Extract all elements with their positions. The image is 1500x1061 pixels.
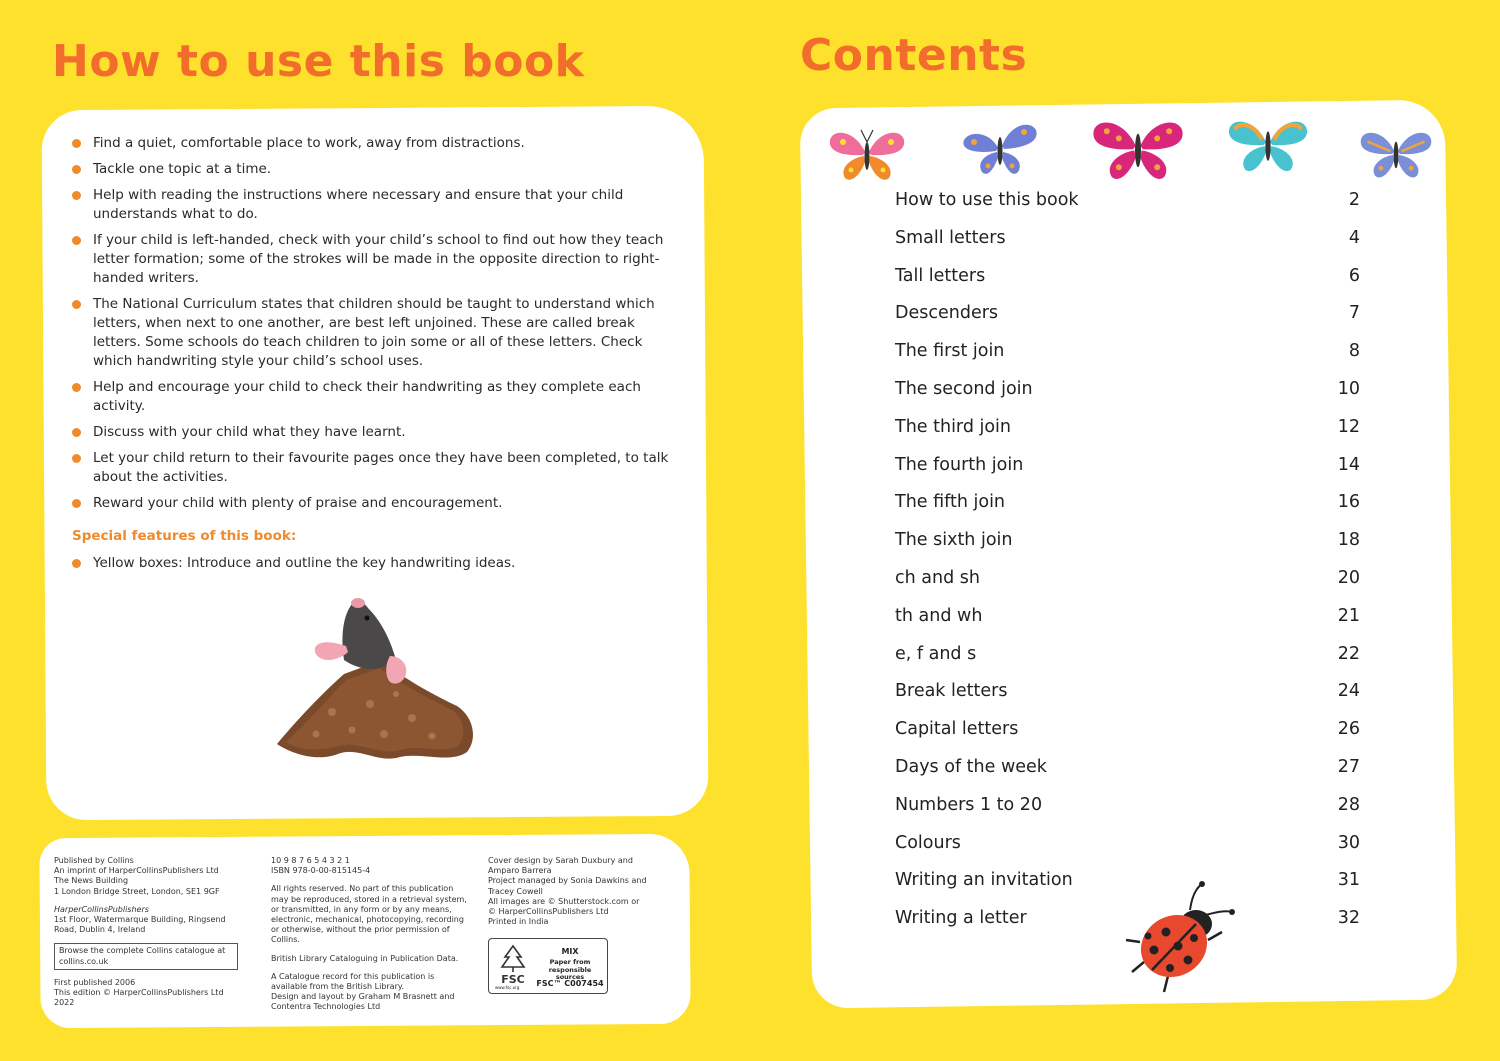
contents-item[interactable]: e, f and s 22 (895, 643, 1360, 664)
butterfly-icon (1090, 112, 1186, 184)
contents-item[interactable]: Break letters 24 (895, 681, 1360, 702)
contents-item[interactable]: The second join 10 (895, 378, 1360, 399)
list-item: Reward your child with plenty of praise and encouragement. (72, 494, 672, 513)
butterfly-icon (826, 124, 908, 184)
ladybird-icon (1118, 880, 1236, 998)
special-features-heading: Special features of this book: (72, 528, 297, 544)
contents-item[interactable]: Writing a letter 32 (895, 908, 1360, 929)
how-to-use-title: How to use this book (52, 36, 585, 87)
bullet-dot-icon (72, 300, 81, 309)
contents-title: Contents (800, 30, 1028, 81)
contents-item[interactable]: The first join 8 (895, 341, 1360, 362)
contents-item[interactable]: Days of the week 27 (895, 756, 1360, 777)
list-item: Discuss with your child what they have learnt. (72, 423, 672, 442)
contents-item[interactable]: th and wh 21 (895, 605, 1360, 626)
publishing-column-1: Published by Collins An imprint of HarperCollinsPublishers Ltd The News Building 1 London Bridge Street, London, SE1 9GF HarperCollinsPublishers 1st Floor, Watermarque Building, Ringsend Road, Dublin 4, Ireland Browse the complete Collins catalogue at collins.co.uk First published 2006 This edition © HarperCollinsPublishers Ltd 2022 (54, 856, 244, 1008)
contents-item[interactable]: Colours 30 (895, 832, 1360, 853)
contents-item[interactable]: The sixth join 18 (895, 530, 1360, 551)
publishing-column-2: 10 9 8 7 6 5 4 3 2 1 ISBN 978-0-00-815145-4 All rights reserved. No part of this publication may be reproduced, stored in a retrieval system, or transmitted, in any form or by any means, electronic, mechanical, photocopying, recording or otherwise, without the prior permission of Collins. British Library Cataloguing in Publication Data. A Catalogue record for this publication is available from the British Library. Design and layout by Graham M Brasnett and Contentra Technologies Ltd (271, 856, 467, 1012)
bullet-dot-icon (72, 236, 81, 245)
bullet-dot-icon (72, 428, 81, 437)
bullet-dot-icon (72, 499, 81, 508)
list-item: Yellow boxes: Introduce and outline the key handwriting ideas. (72, 554, 672, 573)
contents-item[interactable]: Writing an invitation 31 (895, 870, 1360, 891)
contents-item[interactable]: ch and sh 20 (895, 567, 1360, 588)
contents-item[interactable]: Numbers 1 to 20 28 (895, 794, 1360, 815)
list-item: Help with reading the instructions where necessary and ensure that your child understands what to do. (72, 186, 672, 224)
butterfly-icon (1358, 122, 1434, 184)
bullet-dot-icon (72, 383, 81, 392)
fsc-badge: FSC www.fsc.org MIX Paper from responsible sources FSC™ C007454 (488, 938, 608, 994)
contents-item[interactable]: The fifth join 16 (895, 492, 1360, 513)
butterfly-icon (1226, 112, 1310, 176)
bullet-dot-icon (72, 165, 81, 174)
list-item: The National Curriculum states that children should be taught to understand which letters, when next to one another, are best left unjoined. These are called break letters. Some schools do teach children to join some or all of these letters. Check which handwriting style your child’s school uses. (72, 295, 672, 371)
publishing-column-3: Cover design by Sarah Duxbury and Amparo Barrera Project managed by Sonia Dawkins and Tracey Cowell All images are © Shutterstock.com or © HarperCollinsPublishers Ltd Printed in India (488, 856, 647, 927)
bullet-dot-icon (72, 454, 81, 463)
special-features-list (72, 554, 672, 580)
list-item: If your child is left-handed, check with your child’s school to find out how they teach letter formation; some of the strokes will be made in the opposite direction to right-handed writers. (72, 231, 672, 288)
butterfly-icon (960, 118, 1040, 178)
contents-list (895, 190, 1360, 946)
list-item: Help and encourage your child to check their handwriting as they complete each activity. (72, 378, 672, 416)
fsc-tree-icon (493, 943, 533, 989)
list-item: Find a quiet, comfortable place to work, away from distractions. (72, 134, 672, 153)
catalogue-box: Browse the complete Collins catalogue at collins.co.uk (54, 943, 238, 969)
contents-item[interactable]: Descenders 7 (895, 303, 1360, 324)
contents-item[interactable]: Capital letters 26 (895, 719, 1360, 740)
contents-item[interactable]: The fourth join 14 (895, 454, 1360, 475)
contents-item[interactable]: Small letters 4 (895, 227, 1360, 248)
contents-item[interactable]: Tall letters 6 (895, 265, 1360, 286)
svg-text:FSC: FSC (501, 973, 525, 986)
contents-item[interactable]: The third join 12 (895, 416, 1360, 437)
bullet-dot-icon (72, 139, 81, 148)
bullet-dot-icon (72, 559, 81, 568)
contents-item[interactable]: How to use this book 2 (895, 190, 1360, 210)
list-item: Tackle one topic at a time. (72, 160, 672, 179)
how-to-use-list (72, 134, 672, 520)
bullet-dot-icon (72, 191, 81, 200)
list-item: Let your child return to their favourite pages once they have been completed, to talk about the activities. (72, 449, 672, 487)
mole-illustration (272, 594, 478, 768)
